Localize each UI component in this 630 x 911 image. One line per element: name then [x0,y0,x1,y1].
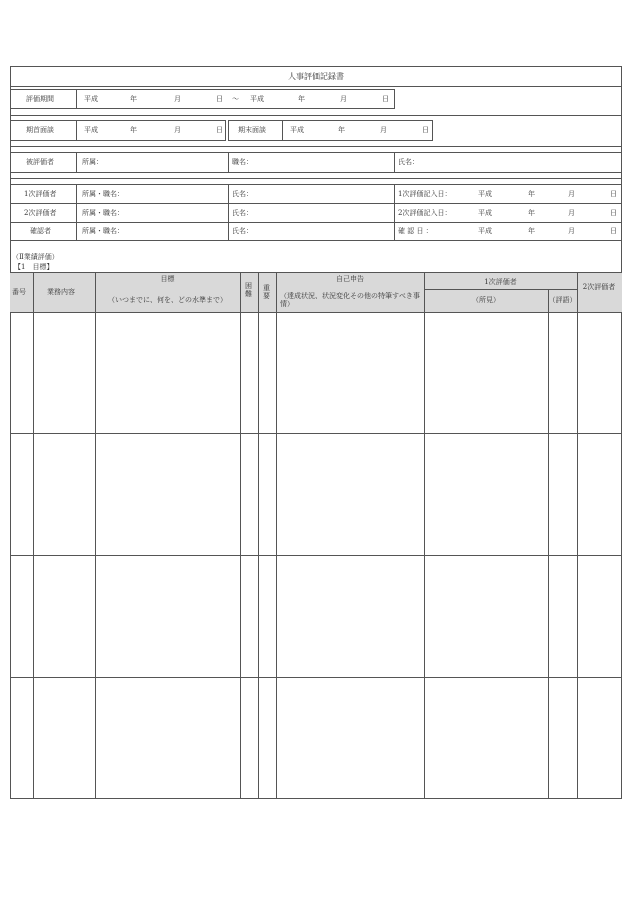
evaluatee-label: 被評価者 [26,158,54,166]
col-self-sub: （達成状況、状況変化その他の特筆すべき事情） [280,292,420,308]
evaluator-affil: 所属・職名： [82,209,124,217]
period-box [10,89,395,109]
section-heading: （Ⅱ業績評価） [12,253,59,261]
evaluator-role: 2次評価者 [24,209,57,217]
page-title: 人事評価記録書 [288,72,344,81]
evaluator-day: 日 [610,227,617,235]
interview-end-era: 平成 [290,126,304,134]
interview-end-year: 年 [338,126,345,134]
evaluator-month: 月 [568,227,575,235]
col-goal-title: 目標 [160,275,175,283]
evaluator-date-label: 確 認 日 ： [398,227,433,235]
table-row [10,555,622,556]
col-rating: （評語） [548,296,577,304]
period-year2: 年 [298,95,305,103]
evaluator-role: 確認者 [30,227,51,235]
col-duty: 業務内容 [47,288,75,296]
title-divider [10,86,622,87]
evaluator-day: 日 [610,190,617,198]
period-month: 月 [174,95,181,103]
evaluatee-name: 氏名： [398,158,419,166]
col-number: 番号 [12,288,26,296]
interview-end-month: 月 [380,126,387,134]
col-self-title: 自己申告 [336,275,364,283]
period-day: 日 [216,95,223,103]
col-first-evaluator: 1次評価者 [484,278,517,286]
period-era: 平成 [84,95,98,103]
evaluator-day: 日 [610,209,617,217]
table-row [10,433,622,434]
interview-start-month: 月 [174,126,181,134]
interview-start-era: 平成 [84,126,98,134]
interview-start-label: 期首面談 [26,126,54,134]
evaluator-name: 氏名： [232,209,253,217]
interview-end-label: 期末面談 [238,126,266,134]
evaluator-month: 月 [568,190,575,198]
period-month2: 月 [340,95,347,103]
col-difficulty: 困難 [245,282,252,298]
evaluator-year: 年 [528,190,535,198]
evaluator-name: 氏名： [232,190,253,198]
evaluator-era: 平成 [478,190,492,198]
period-year: 年 [130,95,137,103]
table-row [10,677,622,678]
period-label: 評価期間 [26,95,54,103]
evaluator-year: 年 [528,209,535,217]
col-opinion: （所見） [472,296,500,304]
col-goal-sub: （いつまでに、何を、どの水準まで） [108,296,227,304]
section-subheading: 【1 目標】 [14,263,54,271]
evaluator-name: 氏名： [232,227,253,235]
interview-start-year: 年 [130,126,137,134]
interview-start-day: 日 [216,126,223,134]
evaluator-date-label: 1次評価記入日： [398,190,452,198]
col-second-evaluator: 2次評価者 [582,283,616,291]
period-sep: ～ [232,95,239,103]
evaluator-month: 月 [568,209,575,217]
evaluator-era: 平成 [478,209,492,217]
evaluatee-position: 職名： [232,158,253,166]
evaluator-affil: 所属・職名： [82,227,124,235]
evaluator-role: 1次評価者 [24,190,57,198]
col-importance: 重要 [263,284,270,300]
evaluatee-affiliation: 所属： [82,158,103,166]
evaluator-affil: 所属・職名： [82,190,124,198]
evaluator-year: 年 [528,227,535,235]
interview-end-day: 日 [422,126,429,134]
evaluator-era: 平成 [478,227,492,235]
period-day2: 日 [382,95,389,103]
evaluator-date-label: 2次評価記入日： [398,209,452,217]
period-era2: 平成 [250,95,264,103]
